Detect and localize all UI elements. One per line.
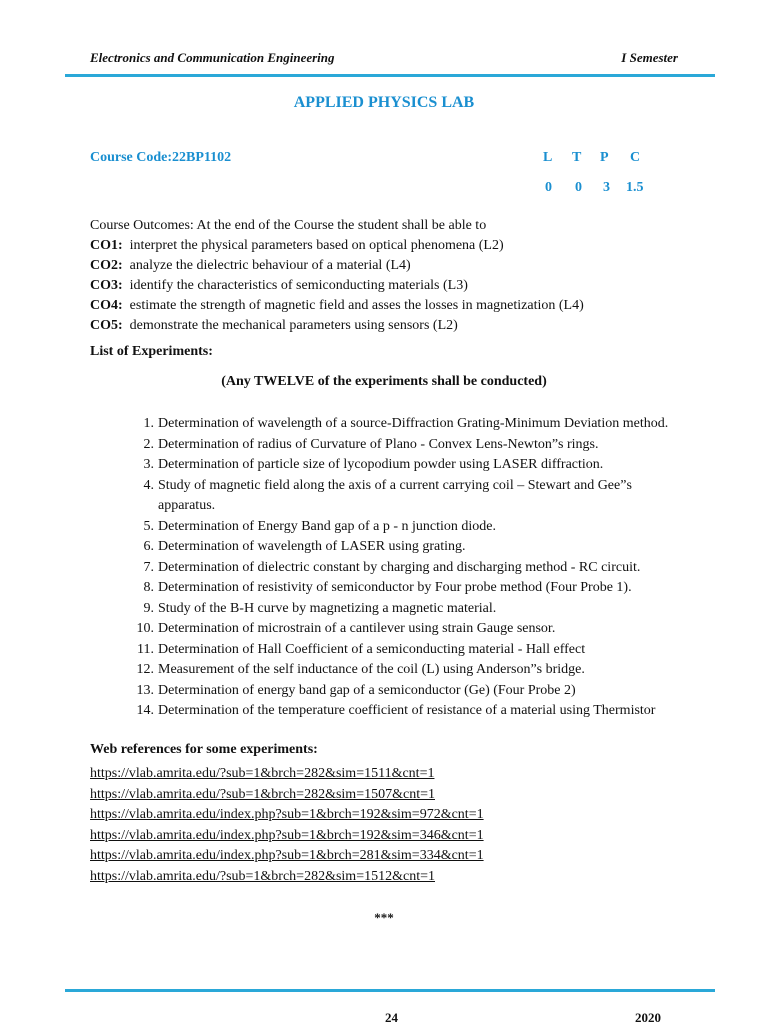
list-item (112, 537, 672, 558)
outcome-code: CO1 (90, 238, 118, 253)
ltpc-header-l: L (543, 150, 553, 165)
item-number: 11. (137, 641, 154, 657)
outcome-text: identify the characteristics of semiconducting materials (L3) (129, 278, 468, 293)
item-text: Determination of wavelength of a source-Diffraction Grating-Minimum Deviation method. (158, 416, 669, 431)
item-text: Determination of the temperature coefficient of resistance of a material using Thermistor (158, 703, 656, 718)
item-text: Study of the B-H curve by magnetizing a magnetic material. (158, 600, 497, 616)
web-references-list (90, 764, 484, 888)
web-reference-link[interactable]: https://vlab.amrita.edu/index.php?sub=1&brch=281&sim=334&cnt=1 (90, 848, 484, 864)
outcome-code: CO2: (90, 258, 123, 273)
item-text: Determination of wavelength of LASER using grating. (158, 539, 466, 554)
web-reference-link[interactable]: https://vlab.amrita.edu/?sub=1&brch=282&sim=1507&cnt=1 (90, 786, 435, 802)
page-title: APPLIED PHYSICS LAB (293, 94, 475, 111)
item-number: 13. (136, 682, 154, 698)
item-number: 4. (143, 477, 154, 493)
ltpc-value-c: 1.5 (626, 180, 644, 195)
item-text: Determination of particle size of lycopodium powder using LASER diffraction. (158, 457, 604, 472)
outcome-sep: : (118, 238, 123, 253)
outcome-item (90, 316, 584, 336)
outcome-text: analyze the dielectric behaviour of a material (L4) (129, 258, 411, 273)
course-code: Course Code:22BP1102 (90, 150, 232, 165)
item-text: Measurement of the self inductance of the coil (L) using Anderson”s bridge. (158, 662, 585, 677)
page-number: 24 (385, 1010, 398, 1025)
item-number: 9. (143, 600, 154, 616)
outcome-item (90, 296, 584, 316)
list-item (112, 681, 672, 702)
item-text: Determination of energy band gap of a semiconductor (Ge) (Four Probe 2) (158, 682, 576, 698)
outcomes-intro: Course Outcomes: At the end of the Course the student shall be able to (90, 218, 487, 233)
header-rule (65, 74, 715, 77)
outcome-item (90, 276, 584, 296)
item-number: 6. (143, 539, 154, 554)
list-item (112, 435, 672, 456)
item-text: Determination of microstrain of a cantilever using strain Gauge sensor. (158, 621, 556, 636)
item-number: 3. (143, 457, 154, 472)
experiments-note: (Any TWELVE of the experiments shall be conducted) (221, 374, 547, 389)
ltpc-value-l: 0 (545, 180, 552, 195)
list-item (112, 701, 672, 722)
outcome-text: estimate the strength of magnetic field and asses the losses in magnetization (L4) (129, 298, 584, 313)
list-item (112, 414, 672, 435)
list-item (112, 599, 672, 620)
ltpc-value-t: 0 (575, 180, 582, 195)
item-text: Determination of dielectric constant by charging and discharging method - RC circuit. (158, 559, 641, 575)
list-item (112, 640, 672, 661)
header-department: Electronics and Communication Engineering (90, 50, 335, 65)
ltpc-header-c: C (630, 150, 641, 165)
ltpc-header-p: P (600, 150, 609, 165)
item-number: 14. (136, 703, 154, 718)
outcome-text: interpret the physical parameters based on optical phenomena (L2) (129, 238, 504, 253)
outcome-item (90, 256, 584, 276)
item-text: Determination of radius of Curvature of Plano - Convex Lens-Newton”s rings. (158, 436, 599, 452)
list-item (112, 619, 672, 640)
end-marker: *** (374, 910, 394, 925)
outcome-text: demonstrate the mechanical parameters using sensors (L2) (129, 318, 458, 333)
item-number: 2. (143, 436, 154, 452)
web-reference-link[interactable]: https://vlab.amrita.edu/?sub=1&brch=282&sim=1512&cnt=1 (90, 868, 435, 884)
item-number: 5. (143, 518, 154, 534)
outcome-code: CO4: (90, 298, 123, 313)
item-text: Determination of resistivity of semiconductor by Four probe method (Four Probe 1). (158, 580, 632, 595)
item-number: 8. (143, 580, 154, 595)
footer-year: 2020 (635, 1010, 661, 1025)
web-reference-link[interactable]: https://vlab.amrita.edu/index.php?sub=1&brch=192&sim=346&cnt=1 (90, 827, 484, 843)
item-number: 12. (136, 662, 154, 677)
outcome-item (90, 236, 584, 256)
item-number: 10. (136, 621, 154, 636)
experiments-heading: List of Experiments: (90, 344, 213, 359)
item-text: Study of magnetic field along the axis of a current carrying coil – Stewart and Gee”s apparatus. (158, 477, 632, 513)
list-item (112, 660, 672, 681)
web-references-heading: Web references for some experiments: (90, 742, 318, 757)
outcome-code: CO3: (90, 278, 123, 293)
item-number: 1. (143, 416, 154, 431)
item-text: Determination of Energy Band gap of a p - n junction diode. (158, 518, 496, 534)
outcome-code: CO5: (90, 318, 123, 333)
item-number: 7. (143, 559, 154, 575)
list-item (112, 476, 672, 517)
header-semester: I Semester (621, 50, 678, 65)
course-outcomes (90, 216, 584, 336)
footer-rule (65, 989, 715, 992)
web-reference-link[interactable]: https://vlab.amrita.edu/?sub=1&brch=282&sim=1511&cnt=1 (90, 766, 435, 781)
ltpc-value-p: 3 (603, 180, 610, 195)
list-item (112, 578, 672, 599)
experiments-list (112, 414, 672, 722)
list-item (112, 558, 672, 579)
ltpc-header-t: T (572, 150, 582, 165)
item-text: Determination of Hall Coefficient of a semiconducting material - Hall effect (158, 641, 586, 657)
web-reference-link[interactable]: https://vlab.amrita.edu/index.php?sub=1&brch=192&sim=972&cnt=1 (90, 807, 484, 823)
list-item (112, 455, 672, 476)
list-item (112, 517, 672, 538)
